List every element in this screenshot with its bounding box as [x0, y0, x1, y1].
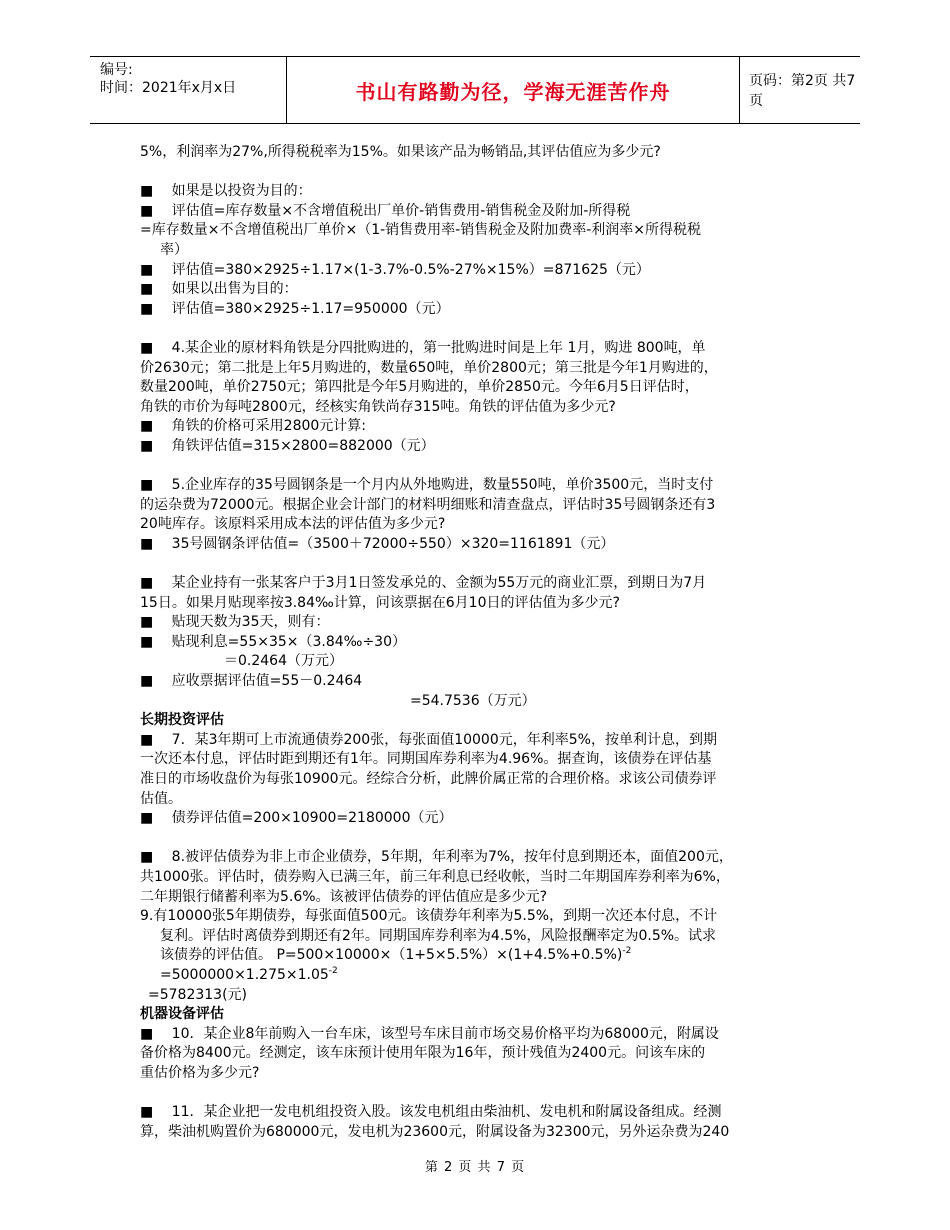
section-heading: 机器设备评估 — [140, 1006, 224, 1023]
text-line: 估值。 — [140, 790, 182, 807]
header-motto-cell — [286, 57, 740, 123]
text-line: 9.有10000张5年期债券，每张面值500元。该债券年利率为5.5%，到期一次还本付息，不计 — [140, 908, 718, 925]
text-line: 15日。如果月贴现率按3.84‰计算，问该票据在6月10日的评估值为多少元? — [140, 594, 620, 611]
text-line: 准日的市场收盘价为每张10900元。经综合分析，此牌价属正常的合理价格。求该公司债券评 — [140, 771, 717, 787]
text-line: ■ 评估值=380×2925÷1.17=950000（元） — [140, 300, 450, 317]
text-line: =54.7536（万元） — [410, 692, 536, 709]
text-line: ■ 债券评估值=200×10900=2180000（元） — [140, 810, 453, 827]
page-footer: 第 2 页 共 7 页 — [424, 1160, 526, 1175]
doc-time-label: 时间：2021年x月x日 — [100, 80, 237, 96]
text-line: ■ 评估值=库存数量×不含增值税出厂单价-销售费用-销售税金及附加-所得税 — [140, 202, 631, 219]
text-line: 算，柴油机购置价为680000元，发电机为23600元，附属设备为32300元，另外运杂费为240 — [140, 1123, 730, 1140]
text-line: 的运杂费为72000元。根据企业会计部门的材料明细账和清查盘点，评估时35号圆钢条还有3 — [140, 496, 716, 513]
text-line: ■ 10．某企业8年前购入一台车床，该型号车床目前市场交易价格平均为68000元，附属设 — [140, 1025, 719, 1042]
exponent: -2 — [328, 965, 338, 976]
page-header — [90, 56, 860, 124]
text-line: ■ 如果是以投资为目的： — [140, 183, 312, 200]
text-line: ■ 贴现利息=55×35×（3.84‰÷30） — [140, 633, 406, 650]
text-line: 价2630元；第二批是上年5月购进的，数量650吨，单价2800元；第三批是今年1月购进的， — [140, 359, 718, 376]
text-line: ■ 如果以出售为目的： — [140, 281, 298, 298]
text-line: 共1000张。评估时，债券购入已满三年，前三年利息已经收帐，当时二年期国库券利率为6%， — [140, 868, 730, 885]
text-line: ■ 8.被评估债券为非上市企业债券，5年期，年利率为7%，按年付息到期还本，面值200元， — [140, 849, 733, 866]
header-meta — [90, 57, 286, 123]
document-body — [140, 143, 820, 1142]
text-line: 一次还本付息，评估时距到期还有1年。同期国库券利率为4.96%。据查询，该债券在评估基 — [140, 751, 712, 768]
text-line: =5782313(元) — [148, 986, 248, 1003]
text-line: ＝0.2464（万元） — [224, 653, 343, 670]
text-line: 备价格为8400元。经测定，该车床预计使用年限为16年，预计残值为2400元。问该车床的 — [140, 1045, 706, 1062]
section-heading: 长期投资评估 — [140, 712, 224, 729]
text-line: ■ 35号圆钢条评估值=（3500＋72000÷550）×320=1161891（元） — [140, 535, 615, 552]
text-line: 复利。评估时离债券到期还有2年。同期国库券利率为4.5%，风险报酬率定为0.5%。试求 — [160, 927, 717, 944]
text-line: 二年期银行储蓄利率为5.6%。该被评估债券的评估值应是多少元? — [140, 888, 547, 905]
text-line: 角铁的市价为每吨2800元，经核实角铁尚存315吨。角铁的评估值为多少元? — [140, 398, 616, 415]
doc-code-label: 编号: — [100, 62, 133, 78]
text-line: =库存数量×不含增值税出厂单价×（1-销售费用率-销售税金及附加费率-利润率×所得税税 — [140, 222, 701, 239]
exponent: -2 — [622, 946, 632, 957]
text-line: ■ 5.企业库存的35号圆钢条是一个月内从外地购进，数量550吨，单价3500元，当时支付 — [140, 477, 714, 494]
text-line: ■ 某企业持有一张某客户于3月1日签发承兑的、金额为55万元的商业汇票，到期日为7月 — [140, 575, 707, 592]
text-line: 数量200吨，单价2750元；第四批是今年5月购进的，单价2850元。今年6月5日评估时， — [140, 379, 699, 396]
text-line: 5%，利润率为27%,所得税税率为15%。如果该产品为畅销品,其评估值应为多少元? — [140, 144, 661, 160]
text-line: 重估价格为多少元? — [140, 1064, 260, 1081]
text-line: ■ 贴现天数为35天，则有： — [140, 614, 330, 631]
text-line: $=5000000\times 1.275\times 1.05^{-2}$ — [160, 965, 338, 983]
text-line: ■ 7．某3年期可上市流通债券200张，每张面值10000元，年利率5%，按单利计息，到期 — [140, 731, 717, 748]
text-line: ■ 角铁的价格可采用2800元计算: — [140, 418, 367, 435]
text-line: ■ 4.某企业的原材料角铁是分四批购进的，第一批购进时间是上年 1月，购进 800吨，单 — [140, 339, 706, 356]
header-page-cell — [739, 57, 860, 123]
text-line: 该债券的评估值。 $P=500\times 10000\times(1+5\times 5.5\%)\times(1+4.5\%+0.5\%)^{-2}$ — [160, 946, 632, 964]
header-page-number: 页码：第2页 共7页 — [749, 73, 856, 109]
text-line: 率） — [160, 241, 188, 258]
text-line: ■ 角铁评估值=315×2800=882000（元） — [140, 437, 435, 454]
text-line: ■ 应收票据评估值=55－0.2464 — [140, 673, 363, 690]
header-motto: 书山有路勤为径，学海无涯苦作舟 — [355, 79, 671, 104]
text-line: 20吨库存。该原料采用成本法的评估值为多少元? — [140, 516, 446, 533]
text-line: ■ 评估值=380×2925÷1.17×(1-3.7%-0.5%-27%×15%）=871625（元） — [140, 261, 650, 278]
text-line: ■ 11．某企业把一发电机组投资入股。该发电机组由柴油机、发电机和附属设备组成。经测 — [140, 1104, 722, 1121]
